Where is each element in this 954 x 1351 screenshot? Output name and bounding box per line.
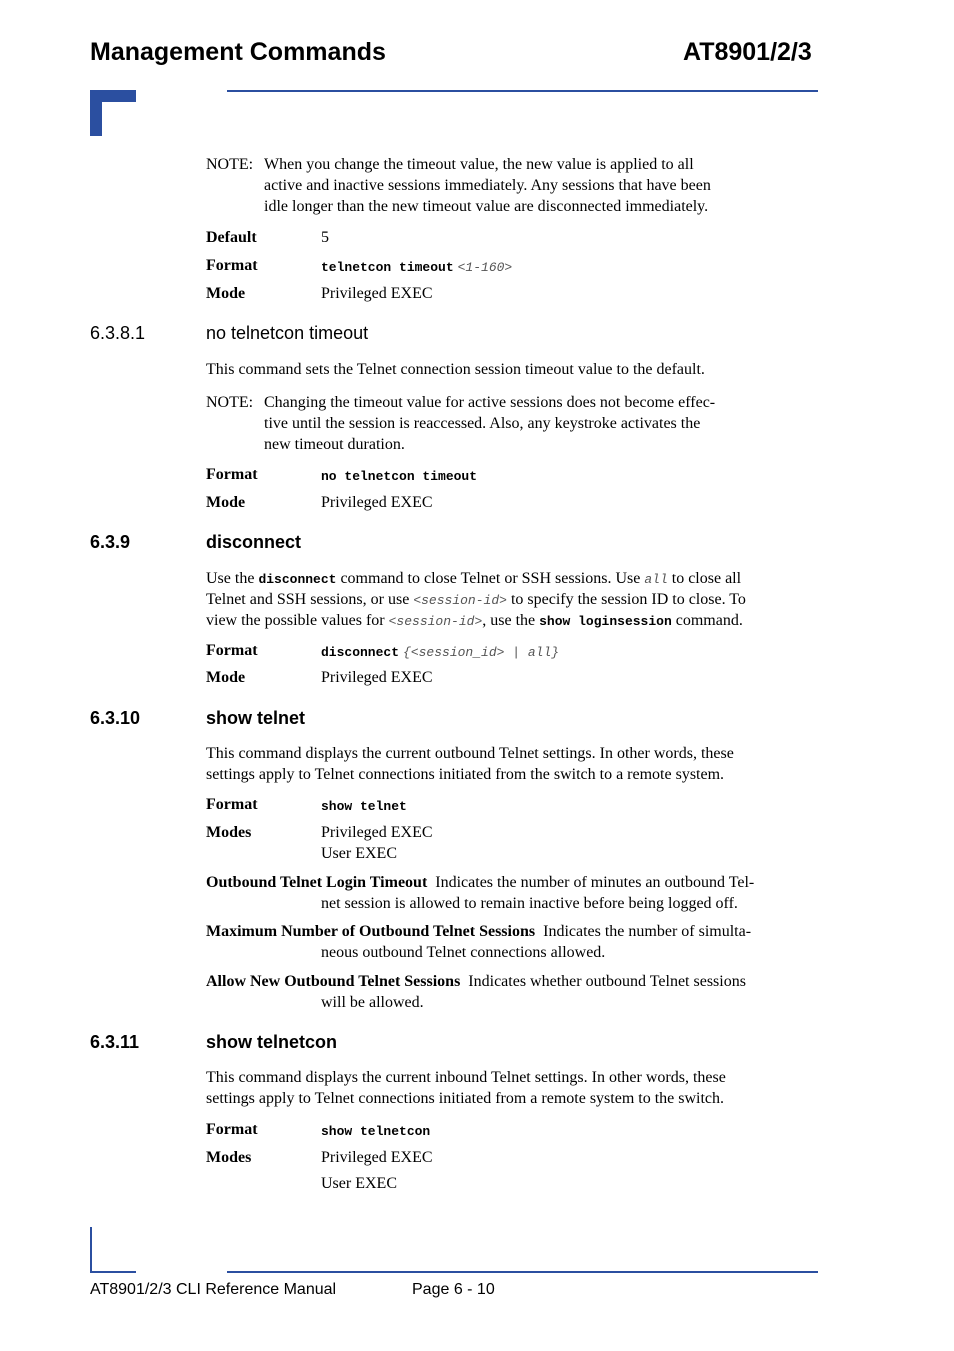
format-syntax xyxy=(321,256,512,278)
header-rule xyxy=(227,90,818,92)
mode-value: User EXEC xyxy=(321,1175,397,1192)
format-command: show telnet xyxy=(321,799,407,814)
format-command: show telnetcon xyxy=(321,1124,431,1139)
product-title: AT8901/2/3 xyxy=(683,38,812,66)
format-label: Format xyxy=(206,257,258,274)
modes-label: Modes xyxy=(206,1149,252,1166)
default-value: 5 xyxy=(321,229,329,246)
field-definition: Maximum Number of Outbound Telnet Sessions Indicates the number of simulta- xyxy=(206,923,752,940)
format-parameter: {<session_id> | all} xyxy=(403,645,560,660)
format-command: telnetcon timeout xyxy=(321,260,454,275)
footer-corner-horizontal xyxy=(90,1271,136,1273)
section-number: 6.3.11 xyxy=(90,1032,140,1052)
note-line: new timeout duration. xyxy=(264,436,405,453)
section-number: 6.3.8.1 xyxy=(90,323,146,343)
field-definition: Outbound Telnet Login Timeout Indicates the number of minutes an outbound Tel- xyxy=(206,874,755,891)
section-number: 6.3.10 xyxy=(90,708,141,728)
default-label: Default xyxy=(206,229,257,246)
format-label: Format xyxy=(206,466,258,483)
body-line: This command displays the current inbound Telnet settings. In other words, these xyxy=(206,1069,726,1086)
modes-label: Modes xyxy=(206,824,252,841)
format-command: no telnetcon timeout xyxy=(321,469,478,484)
mode-value: User EXEC xyxy=(321,845,397,862)
mode-value: Privileged EXEC xyxy=(321,285,433,302)
format-syntax xyxy=(321,1120,430,1142)
format-syntax xyxy=(321,795,407,817)
mode-label: Mode xyxy=(206,494,246,511)
corner-mark-vertical xyxy=(90,90,102,136)
body-line: settings apply to Telnet connections initiated from the switch to a remote system. xyxy=(206,766,725,783)
footer-page-number: Page 6 - 10 xyxy=(412,1281,495,1298)
format-parameter: <1-160> xyxy=(457,260,513,275)
note-label: NOTE: xyxy=(206,156,254,173)
page-header-title: Management Commands xyxy=(90,38,386,66)
inline-parameter: all xyxy=(644,572,668,587)
format-syntax xyxy=(321,641,559,663)
footer-rule xyxy=(227,1271,818,1273)
mode-value: Privileged EXEC xyxy=(321,669,433,686)
section-title: show telnet xyxy=(206,708,306,728)
note-line: idle longer than the new timeout value are disconnected immediately. xyxy=(264,198,709,215)
format-syntax xyxy=(321,465,477,487)
field-desc-cont: neous outbound Telnet connections allowed. xyxy=(321,944,606,961)
mode-label: Mode xyxy=(206,669,246,686)
note-line: active and inactive sessions immediately. Any sessions that have been xyxy=(264,177,711,194)
field-desc-cont: will be allowed. xyxy=(321,994,424,1011)
section-number: 6.3.9 xyxy=(90,532,131,552)
inline-parameter: <session-id> xyxy=(388,614,483,629)
note-label: NOTE: xyxy=(206,394,254,411)
mode-value: Privileged EXEC xyxy=(321,824,433,841)
inline-command: show loginsession xyxy=(539,614,672,629)
section-title: disconnect xyxy=(206,532,302,552)
mode-value: Privileged EXEC xyxy=(321,1149,433,1166)
field-definition: Allow New Outbound Telnet Sessions Indicates whether outbound Telnet sessions xyxy=(206,973,746,990)
field-term: Maximum Number of Outbound Telnet Sessions xyxy=(206,923,536,940)
body-line: view the possible values for <session-id>, use the show loginsession command. xyxy=(206,612,743,629)
body-text: This command sets the Telnet connection session timeout value to the default. xyxy=(206,361,705,378)
note-line: Changing the timeout value for active sessions does not become effec- xyxy=(264,394,716,411)
note-line: tive until the session is reaccessed. Also, any keystroke activates the xyxy=(264,415,701,432)
field-term: Outbound Telnet Login Timeout xyxy=(206,874,428,891)
mode-label: Mode xyxy=(206,285,246,302)
field-desc-cont: net session is allowed to remain inactive before being logged off. xyxy=(321,895,738,912)
section-title: no telnetcon timeout xyxy=(206,323,369,343)
body-line: settings apply to Telnet connections initiated from a remote system to the switch. xyxy=(206,1090,725,1107)
body-line: This command displays the current outbound Telnet settings. In other words, these xyxy=(206,745,734,762)
section-title: show telnetcon xyxy=(206,1032,338,1052)
field-term: Allow New Outbound Telnet Sessions xyxy=(206,973,461,990)
inline-command: disconnect xyxy=(258,572,337,587)
format-label: Format xyxy=(206,796,258,813)
format-command: disconnect xyxy=(321,645,400,660)
body-line: Use the disconnect command to close Telnet or SSH sessions. Use all to close all xyxy=(206,570,742,587)
format-label: Format xyxy=(206,1121,258,1138)
footer-corner-vertical xyxy=(90,1227,92,1273)
note-line: When you change the timeout value, the new value is applied to all xyxy=(264,156,694,173)
footer-manual-title: AT8901/2/3 CLI Reference Manual xyxy=(90,1281,337,1298)
body-line: Telnet and SSH sessions, or use <session-id> to specify the session ID to close. To xyxy=(206,591,746,608)
format-label: Format xyxy=(206,642,258,659)
inline-parameter: <session-id> xyxy=(413,593,507,608)
mode-value: Privileged EXEC xyxy=(321,494,433,511)
